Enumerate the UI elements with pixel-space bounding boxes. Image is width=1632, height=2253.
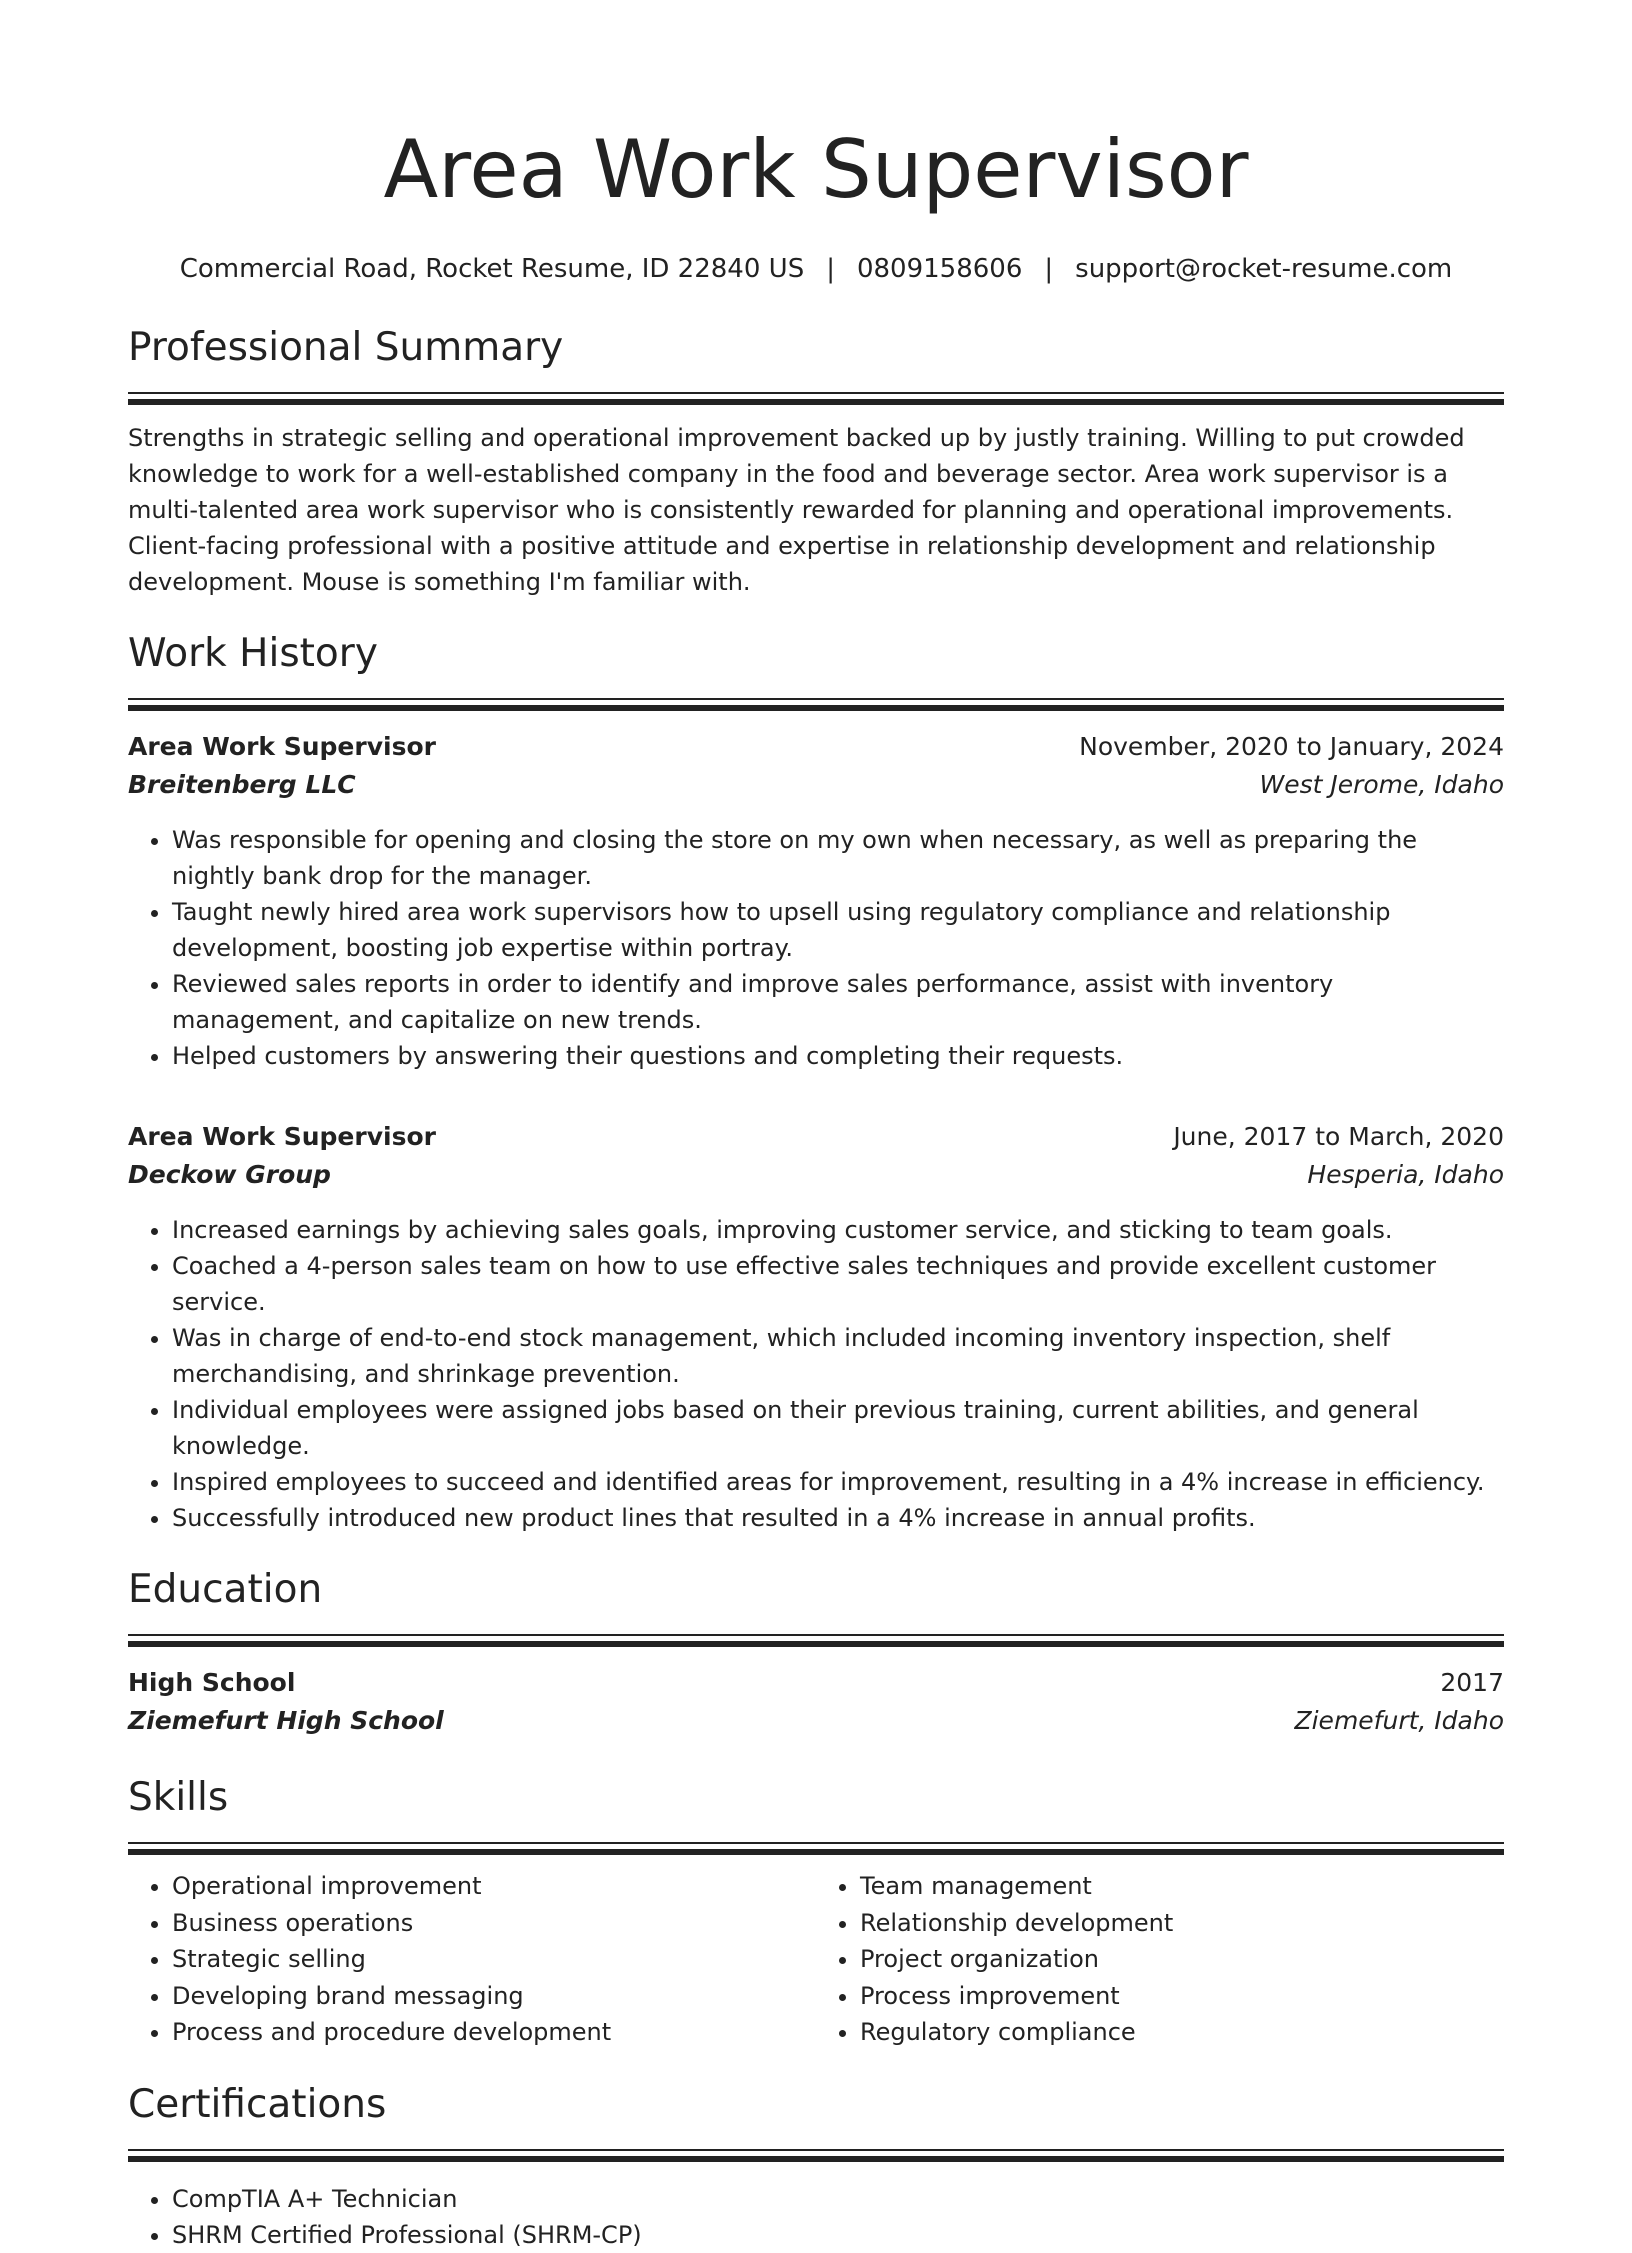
job-bullets — [128, 1212, 1504, 1536]
section-heading-work-history: Work History — [128, 631, 378, 676]
skill-item: • Team management — [860, 1868, 1504, 1905]
job-role: Area Work Supervisor — [128, 732, 436, 761]
job-bullet: • Individual employees were assigned jobs based on their previous training, current abilities, and general knowledge. — [172, 1392, 1504, 1464]
skill-item: • Business operations — [172, 1905, 816, 1942]
section-divider — [128, 2149, 1504, 2163]
education-year: 2017 — [1440, 1668, 1504, 1697]
skill-item: • Process improvement — [860, 1978, 1504, 2015]
skill-item: • Project organization — [860, 1941, 1504, 1978]
job-subheader-row — [128, 1156, 1504, 1194]
skills-column-left — [128, 1868, 816, 2051]
education-header-row — [128, 1664, 1504, 1702]
job-header-row — [128, 1118, 1504, 1156]
education-degree: High School — [128, 1668, 296, 1697]
section-divider — [128, 1634, 1504, 1648]
skill-item: • Process and procedure development — [172, 2014, 816, 2051]
job-bullet: • Taught newly hired area work supervisors how to upsell using regulatory compliance and relationship development, boosting job expertise within portray. — [172, 894, 1504, 966]
contact-separator: | — [1044, 254, 1054, 284]
resume-title: Area Work Supervisor — [383, 123, 1249, 216]
contact-phone: 0809158606 — [856, 254, 1023, 284]
skills-section — [128, 1774, 1504, 2051]
skill-item: • Strategic selling — [172, 1941, 816, 1978]
summary-text: Strengths in strategic selling and operational improvement backed up by justly training. Willing to put crowded knowledge to work for a well-established company in the food and beverage sector. Area work supervisor is a multi-talented area work supervisor who is consistently rewarded for planning and operational improvements. Client-facing professional with a positive attitude and expertise in relationship development and relationship development. Mouse is something I'm familiar with. — [128, 424, 1465, 596]
skill-item: • Regulatory compliance — [860, 2014, 1504, 2051]
job-bullet: • Was in charge of end-to-end stock management, which included incoming inventory inspection, shelf merchandising, and shrinkage prevention. — [172, 1320, 1504, 1392]
education-subheader-row — [128, 1702, 1504, 1740]
contact-email[interactable]: support@rocket-resume.com — [1075, 254, 1453, 284]
skill-item: • Operational improvement — [172, 1868, 816, 1905]
skill-item: • Developing brand messaging — [172, 1978, 816, 2015]
job-bullets — [128, 822, 1504, 1074]
education-location: Ziemefurt, Idaho — [1294, 1706, 1504, 1735]
education-section — [128, 1566, 1504, 1740]
section-heading-certifications: Certifications — [128, 2081, 387, 2127]
job-bullet: • Reviewed sales reports in order to identify and improve sales performance, assist with inventory management, and capitalize on new trends. — [172, 966, 1504, 1038]
job-dates: June, 2017 to March, 2020 — [1173, 1122, 1504, 1151]
summary-section — [128, 324, 1504, 600]
job-entry — [128, 1118, 1504, 1536]
section-divider — [128, 392, 1504, 406]
job-subheader-row — [128, 766, 1504, 804]
job-bullet: • Inspired employees to succeed and identified areas for improvement, resulting in a 4% increase in efficiency. — [172, 1464, 1504, 1500]
job-company: Breitenberg LLC — [128, 770, 356, 799]
section-heading-summary: Professional Summary — [128, 325, 564, 370]
job-entry — [128, 728, 1504, 1074]
section-divider — [128, 1842, 1504, 1856]
job-bullet: • Coached a 4-person sales team on how to use effective sales techniques and provide excellent customer service. — [172, 1248, 1504, 1320]
section-heading-skills: Skills — [128, 1775, 229, 1820]
job-bullet: • Increased earnings by achieving sales goals, improving customer service, and sticking to team goals. — [172, 1212, 1504, 1248]
certifications-section — [128, 2081, 1504, 2253]
contact-address: Commercial Road, Rocket Resume, ID 22840 US — [179, 254, 805, 284]
skills-column-right — [816, 1868, 1504, 2051]
section-heading-education: Education — [128, 1567, 323, 1612]
contact-separator: | — [826, 254, 835, 284]
job-bullet: • Was responsible for opening and closing the store on my own when necessary, as well as preparing the nightly bank drop for the manager. — [172, 822, 1504, 894]
job-company: Deckow Group — [128, 1160, 331, 1189]
section-divider — [128, 698, 1504, 712]
job-role: Area Work Supervisor — [128, 1122, 436, 1151]
certifications-list — [128, 2181, 1504, 2253]
job-header-row — [128, 728, 1504, 766]
job-location: West Jerome, Idaho — [1259, 770, 1504, 799]
work-history-section — [128, 630, 1504, 1536]
skills-grid — [128, 1868, 1504, 2051]
certification-item: • SHRM Certified Professional (SHRM-CP) — [172, 2217, 1504, 2253]
job-location: Hesperia, Idaho — [1307, 1160, 1504, 1189]
education-entry — [128, 1664, 1504, 1740]
job-bullet: • Successfully introduced new product lines that resulted in a 4% increase in annual profits. — [172, 1500, 1504, 1536]
job-bullet: • Helped customers by answering their questions and completing their requests. — [172, 1038, 1504, 1074]
certification-item: • CompTIA A+ Technician — [172, 2181, 1504, 2217]
skill-item: • Relationship development — [860, 1905, 1504, 1942]
contact-line — [128, 252, 1504, 286]
job-dates: November, 2020 to January, 2024 — [1079, 732, 1504, 761]
education-school: Ziemefurt High School — [128, 1706, 444, 1735]
